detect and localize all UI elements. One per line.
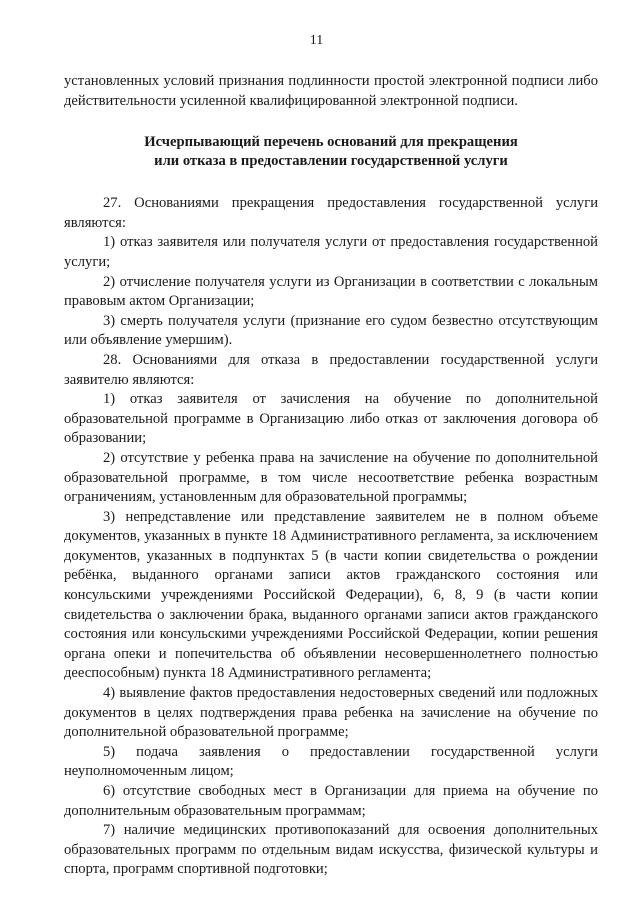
paragraph-28-item-6: 6) отсутствие свободных мест в Организации для приема на обучение по дополнительным образовательным программам;: [64, 783, 598, 819]
paragraph-27-item-3: 3) смерть получателя услуги (признание его судом безвестно отсутствующим или объявление умершим).: [64, 312, 598, 349]
page-number: 11: [309, 33, 324, 48]
paragraph-27-item-2: 2) отчисление получателя услуги из Организации в соответствии с локальным правовым актом Организации;: [64, 273, 598, 310]
paragraph-28-item-2: 2) отсутствие у ребенка права на зачисление на обучение по дополнительной образовательной программе, в том числе несоответствие ребенка возрастным ограничениям, установленным для образовательной программы;: [64, 449, 598, 506]
paragraph-28-item-1: 1) отказ заявителя от зачисления на обучение по дополнительной образовательной программе в Организацию либо отказ от заключения договора об образовании;: [64, 391, 598, 447]
paragraph-28: 28. Основаниями для отказа в предоставлении государственной услуги заявителю являются:: [64, 351, 598, 388]
paragraph-27: 27. Основаниями прекращения предоставления государственной услуги являются:: [64, 195, 598, 231]
section-heading-line-1: Исчерпывающий перечень оснований для прекращения: [144, 134, 518, 151]
paragraph-28-item-3: 3) непредставление или представление заявителем не в полном объеме документов, указанных в пункте 18 Административного регламента, за исключением документов, указанных в подпунктах 5 (в части копии свидетельства о рождении ребёнка, выданного органами записи актов гражданского состояния или консульскими учреждениями Российской Федерации), 6, 8, 9 (в части копии свидетельства о заключении брака, выданного органами записи актов гражданского состояния или консульскими учреждениями Российской Федерации, копии решения органа опеки и попечительства об объявлении несовершеннолетнего полностью дееспособным) пункта 18 Административного регламента;: [64, 508, 598, 682]
intro-paragraph: установленных условий признания подлинности простой электронной подписи либо действительности усиленной квалифицированной электронной подписи.: [64, 73, 598, 109]
section-heading: [64, 133, 598, 171]
document-body: [64, 72, 598, 880]
paragraph-28-item-4: 4) выявление фактов предоставления недостоверных сведений или подложных документов в целях подтверждения права ребенка на зачисление на обучение по дополнительной образовательной программе;: [64, 685, 598, 741]
paragraph-28-item-5: 5) подача заявления о предоставлении государственной услуги неуполномоченным лицом;: [64, 743, 598, 780]
paragraph-27-item-1: 1) отказ заявителя или получателя услуги от предоставления государственной услуги;: [64, 234, 598, 270]
section-heading-line-2: или отказа в предоставлении государственной услуги: [154, 153, 508, 170]
paragraph-28-item-7: 7) наличие медицинских противопоказаний для освоения дополнительных образовательных программ по отдельным видам искусства, физической культуры и спорта, программ спортивной подготовки;: [64, 822, 598, 878]
